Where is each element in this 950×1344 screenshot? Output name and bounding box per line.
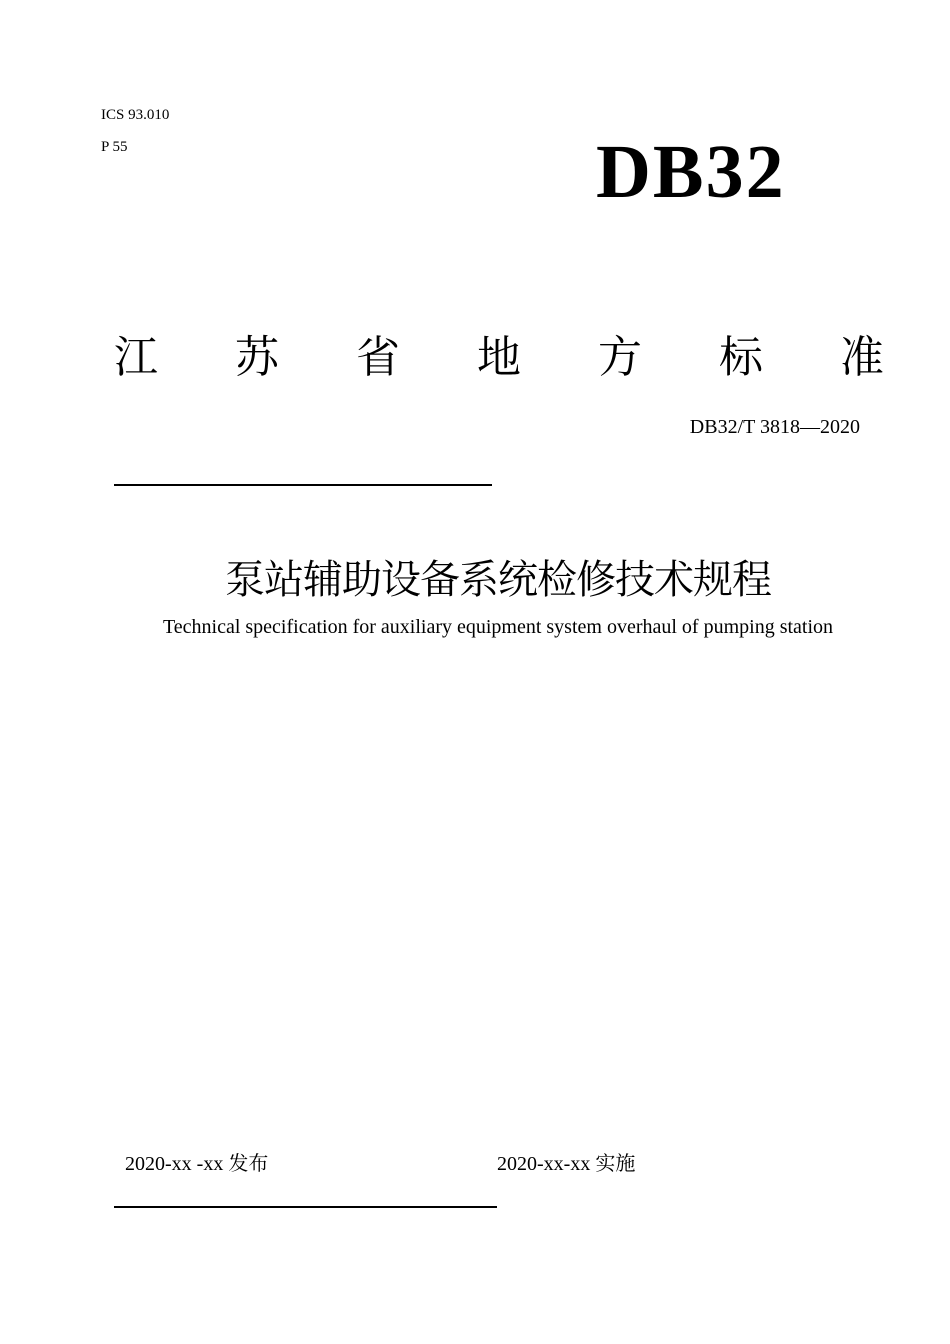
issue-date	[125, 1150, 268, 1177]
category-char: 江	[114, 332, 158, 383]
ics-code: ICS 93.010	[101, 107, 170, 123]
standard-category-title	[114, 330, 884, 386]
category-char: 省	[356, 332, 400, 383]
document-title-en: Technical specification for auxiliary equipment system overhaul of pumping station	[162, 616, 834, 638]
issue-date-value: 2020-xx -xx	[125, 1153, 224, 1175]
category-char: 准	[840, 332, 884, 383]
standard-number: DB32/T 3818—2020	[689, 416, 860, 438]
bottom-divider	[114, 1206, 497, 1208]
implementation-date	[497, 1150, 635, 1177]
implementation-date-value: 2020-xx-xx	[497, 1153, 591, 1175]
classification-code: P 55	[101, 139, 128, 155]
db-logo: DB32	[596, 130, 786, 214]
top-divider	[114, 484, 492, 486]
implementation-date-label: 实施	[595, 1151, 636, 1175]
category-char: 方	[598, 332, 642, 383]
issue-date-label: 发布	[228, 1151, 269, 1175]
category-char: 标	[719, 332, 763, 383]
category-char: 地	[477, 332, 521, 383]
document-title-zh: 泵站辅助设备系统检修技术规程	[225, 557, 771, 603]
category-char: 苏	[235, 332, 279, 383]
